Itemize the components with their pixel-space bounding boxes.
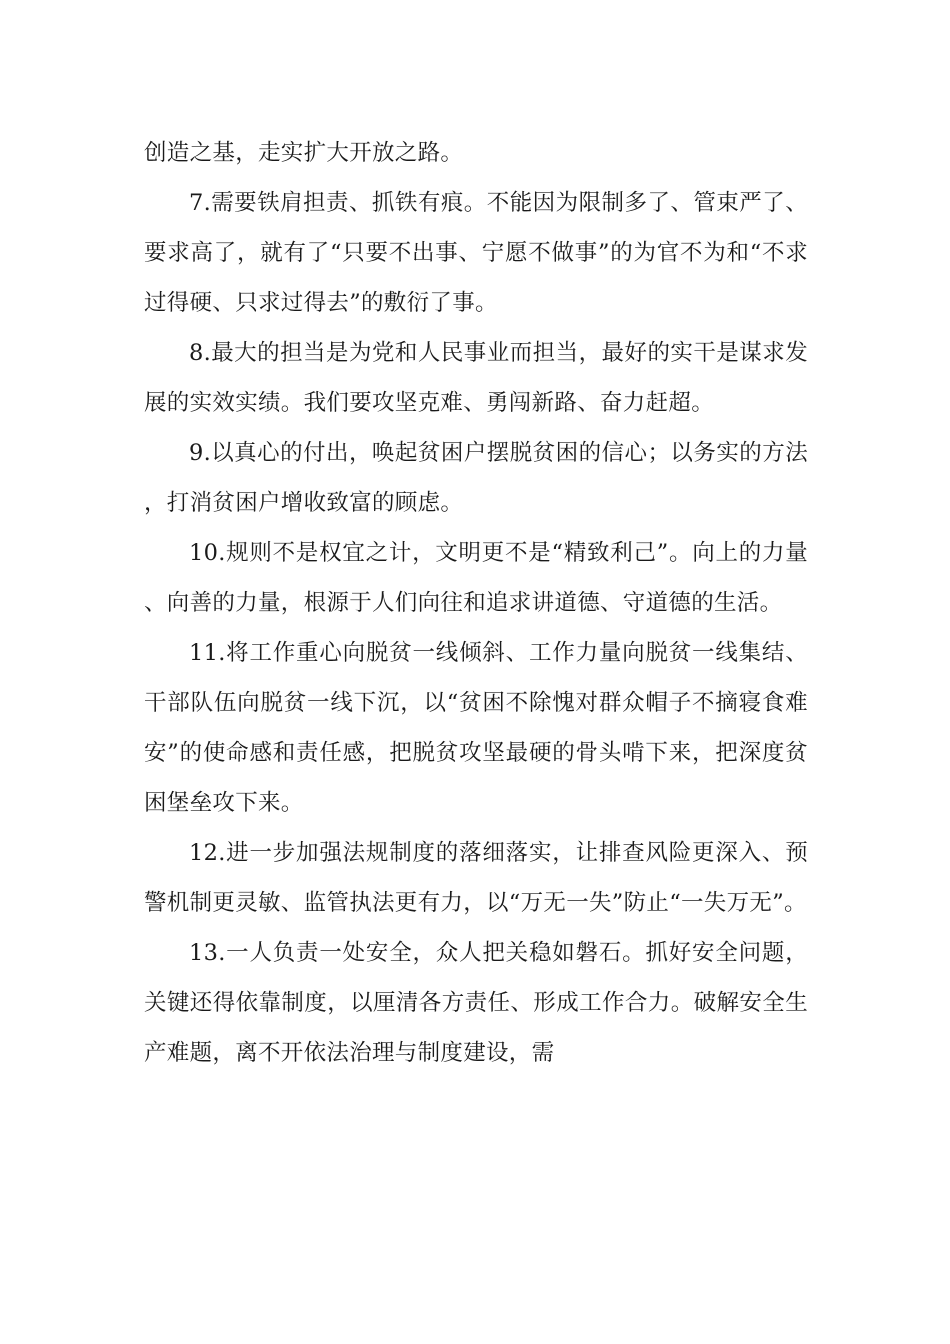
paragraph-item-13: 13.一人负责一处安全，众人把关稳如磐石。抓好安全问题，关键还得依靠制度，以厘清各方责任、形成工作合力。破解安全生产难题，离不开依法治理与制度建设，需	[144, 940, 808, 1066]
paragraph-continuation: 创造之基，走实扩大开放之路。	[144, 140, 464, 166]
paragraph-item-10: 10.规则不是权宜之计，文明更不是“精致利己”。向上的力量、向善的力量，根源于人们向往和追求讲道德、守道德的生活。	[144, 540, 808, 616]
paragraph-item-12: 12.进一步加强法规制度的落细落实，让排查风险更深入、预警机制更灵敏、监管执法更有力，以“万无一失”防止“一失万无”。	[144, 840, 808, 916]
paragraph-item-11: 11.将工作重心向脱贫一线倾斜、工作力量向脱贫一线集结、干部队伍向脱贫一线下沉，以“贫困不除愧对群众帽子不摘寝食难安”的使命感和责任感，把脱贫攻坚最硬的骨头啃下来，把深度贫困堡垒攻下来。	[144, 640, 808, 816]
paragraph-item-9: 9.以真心的付出，唤起贫困户摆脱贫困的信心；以务实的方法，打消贫困户增收致富的顾虑。	[144, 440, 808, 516]
document-body	[144, 128, 808, 1078]
paragraph-item-8: 8.最大的担当是为党和人民事业而担当，最好的实干是谋求发展的实效实绩。我们要攻坚克难、勇闯新路、奋力赶超。	[144, 340, 808, 416]
paragraph-item-7: 7.需要铁肩担责、抓铁有痕。不能因为限制多了、管束严了、要求高了，就有了“只要不出事、宁愿不做事”的为官不为和“不求过得硬、只求过得去”的敷衍了事。	[144, 190, 808, 316]
